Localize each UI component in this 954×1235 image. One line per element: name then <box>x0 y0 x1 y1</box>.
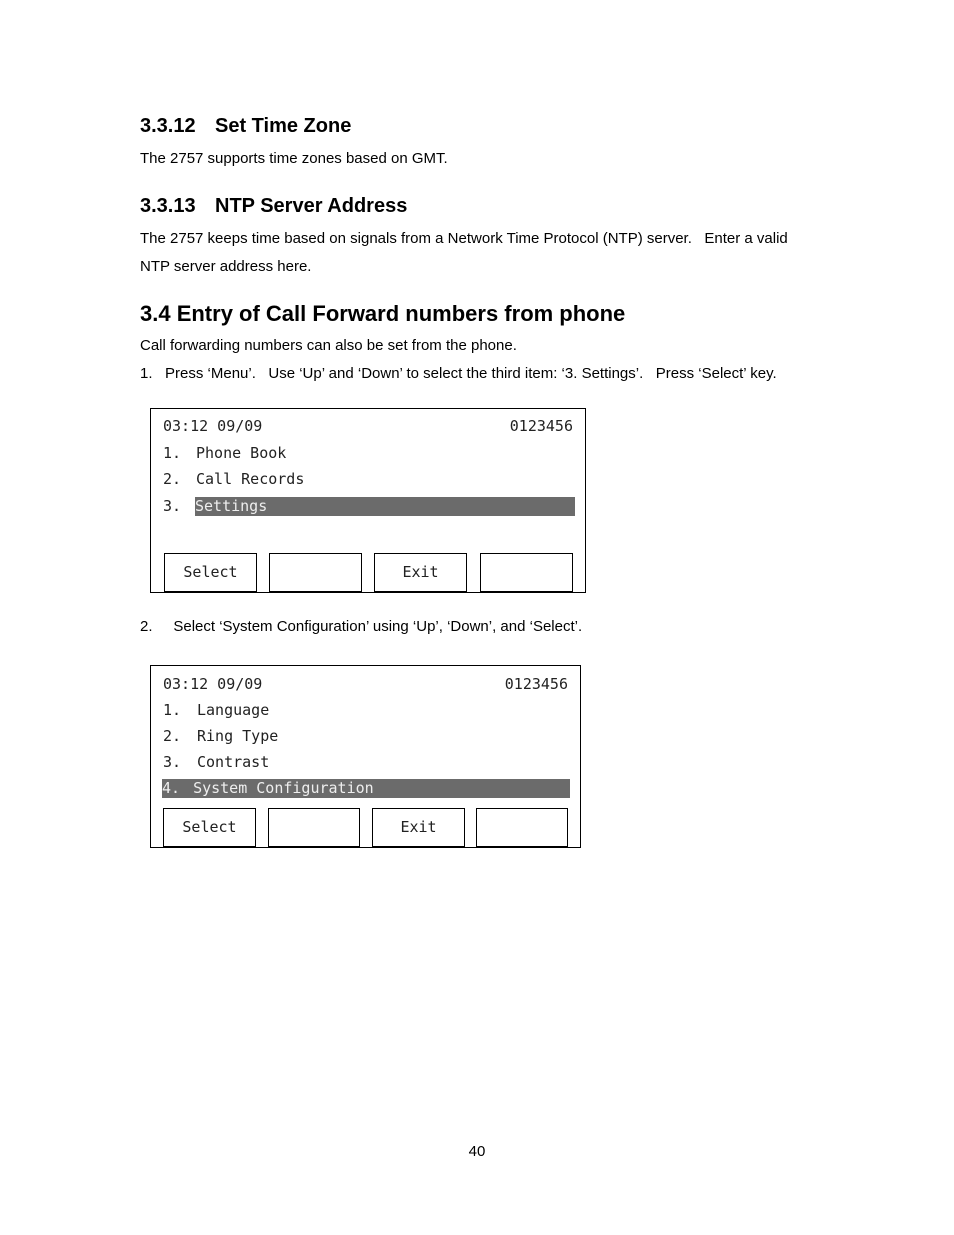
paragraph-ntp-line1: The 2757 keeps time based on signals from a Network Time Protocol (NTP) server. Enter a valid <box>140 230 788 247</box>
menu-item-index: 1. <box>163 444 182 462</box>
softkey-select[interactable]: Select <box>163 808 256 847</box>
section-number: 3.3.12 <box>140 115 196 137</box>
menu-item-index: 4. <box>162 779 181 797</box>
softkey-exit[interactable]: Exit <box>372 808 465 847</box>
menu-item-index: 1. <box>163 701 182 719</box>
menu-item-call-records[interactable]: Call Records <box>196 470 305 488</box>
menu-item-settings-selected[interactable]: Settings <box>195 497 575 516</box>
menu-item-index: 2. <box>163 727 182 745</box>
paragraph-time-zone: The 2757 supports time zones based on GMT. <box>140 150 448 167</box>
softkey-select[interactable]: Select <box>164 553 257 592</box>
menu-item-phone-book[interactable]: Phone Book <box>196 444 287 462</box>
menu-item-index: 3. <box>163 753 182 771</box>
softkey-blank-4[interactable] <box>480 553 573 592</box>
screen-time: 03:12 09/09 <box>163 675 263 693</box>
menu-item-system-configuration-selected[interactable] <box>162 779 570 798</box>
heading-set-time-zone <box>140 115 351 138</box>
menu-item-contrast[interactable]: Contrast <box>197 753 270 771</box>
screen-number: 0123456 <box>509 417 573 435</box>
step-1: 1. Press ‘Menu’. Use ‘Up’ and ‘Down’ to select the third item: ‘3. Settings’. Press ‘Select’ key. <box>140 365 777 382</box>
heading-call-forward: 3.4 Entry of Call Forward numbers from phone <box>140 301 626 326</box>
step-2: 2. Select ‘System Configuration’ using ‘Up’, ‘Down’, and ‘Select’. <box>140 618 583 635</box>
heading-ntp-server-address <box>140 195 407 218</box>
softkey-exit[interactable]: Exit <box>374 553 467 592</box>
paragraph-call-forward-intro: Call forwarding numbers can also be set from the phone. <box>140 337 517 354</box>
phone-screen-menu <box>150 408 586 593</box>
softkey-blank-4[interactable] <box>476 808 568 847</box>
menu-item-language[interactable]: Language <box>197 701 270 719</box>
page-number: 40 <box>468 1143 486 1160</box>
paragraph-ntp-line2: NTP server address here. <box>140 258 312 275</box>
section-title: NTP Server Address <box>215 195 408 217</box>
section-title: Set Time Zone <box>215 115 352 137</box>
softkey-blank-2[interactable] <box>269 553 362 592</box>
menu-item-label: System Configuration <box>193 779 374 797</box>
softkey-blank-2[interactable] <box>268 808 360 847</box>
menu-item-index: 3. <box>163 497 182 515</box>
screen-time: 03:12 09/09 <box>163 417 263 435</box>
menu-item-ring-type[interactable]: Ring Type <box>197 727 279 745</box>
menu-item-index: 2. <box>163 470 182 488</box>
screen-number: 0123456 <box>504 675 568 693</box>
section-number: 3.3.13 <box>140 195 196 217</box>
phone-screen-settings <box>150 665 581 848</box>
